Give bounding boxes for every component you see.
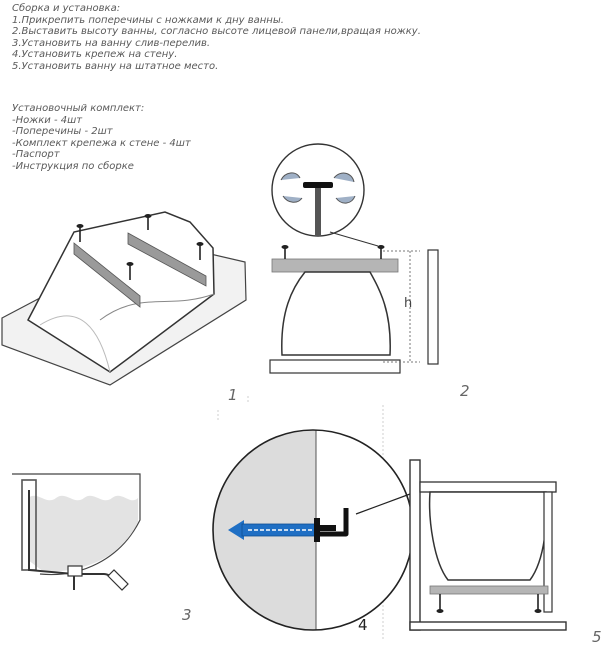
figure-4-wall-mount [210, 428, 426, 633]
kit-item-passport: -Паспорт [12, 149, 60, 161]
assembly-step-4: 4.Установить крепеж на стену. [12, 49, 178, 61]
kit-item-wall-mount: -Комплект крепежа к стене - 4шт [12, 137, 191, 149]
kit-item-legs: -Ножки - 4шт [12, 114, 83, 126]
figure-5-installed-bath [410, 460, 566, 630]
kit-title: Установочный комплект: [12, 103, 145, 114]
assembly-step-2: 2.Выставить высоту ванны, согласно высоте лицевой панели,вращая ножку. [12, 26, 421, 38]
figure-1-bathtub-crossbars [2, 212, 246, 385]
figure-3-number: 3 [182, 606, 192, 624]
figure-2-number: 2 [460, 382, 470, 400]
assembly-step-1: 1.Прикрепить поперечины с ножками к дну ванны. [12, 14, 284, 26]
assembly-title: Сборка и установка: [12, 3, 121, 14]
figure-5-number: 5 [592, 628, 602, 646]
assembly-step-3: 3.Установить на ванну слив-перелив. [12, 37, 211, 49]
figure-1-number: 1 [228, 386, 238, 404]
figure-3-drain-overflow [12, 474, 140, 590]
figure-2-height-adjustment [270, 144, 438, 373]
kit-item-crossbars: -Поперечины - 2шт [12, 126, 113, 138]
kit-item-manual: -Инструкция по сборке [12, 160, 134, 172]
assembly-step-5: 5.Установить ванну на штатное место. [12, 60, 219, 72]
height-label: h [404, 296, 413, 311]
figure-4-number: 4 [358, 616, 368, 634]
